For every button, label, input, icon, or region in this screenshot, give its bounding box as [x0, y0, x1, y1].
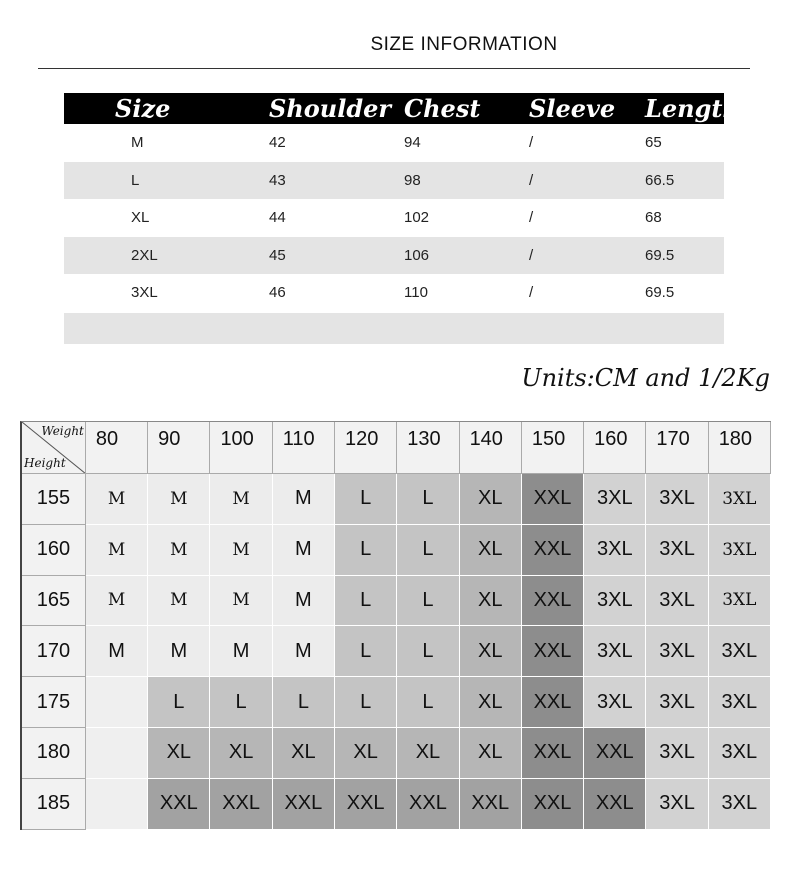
weight-header-cell: 130: [397, 422, 459, 474]
size-cell: M: [86, 525, 148, 576]
size-cell: XXL: [522, 728, 584, 779]
size-cell: L: [210, 677, 272, 728]
cell-sleeve: /: [529, 246, 534, 264]
cell-chest: 98: [404, 171, 421, 189]
grid-row: [22, 474, 771, 525]
weight-header-cell: 120: [335, 422, 397, 474]
cell-size: M: [131, 134, 144, 152]
size-recommendation-grid: [20, 421, 771, 830]
size-cell: 3XL: [709, 626, 771, 677]
size-cell: XXL: [522, 779, 584, 830]
grid-row: [22, 576, 771, 627]
weight-header-cell: 140: [460, 422, 522, 474]
size-cell: XL: [460, 626, 522, 677]
cell-size: XL: [131, 209, 150, 227]
weight-header-cell: 90: [148, 422, 210, 474]
weight-header-cell: 80: [86, 422, 148, 474]
cell-chest: 94: [404, 134, 421, 152]
size-cell: XXL: [273, 779, 335, 830]
height-cell: 180: [22, 728, 86, 779]
cell-length: 65: [645, 134, 662, 152]
size-cell: M: [148, 626, 210, 677]
table-row: [64, 274, 724, 312]
size-cell: 3XL: [709, 525, 771, 576]
size-cell: XXL: [148, 779, 210, 830]
size-cell: 3XL: [646, 525, 708, 576]
size-cell: L: [335, 576, 397, 627]
size-cell: XXL: [522, 626, 584, 677]
height-cell: 165: [22, 576, 86, 627]
height-cell: 185: [22, 779, 86, 830]
size-cell: 3XL: [709, 576, 771, 627]
size-cell: 3XL: [646, 728, 708, 779]
size-cell: XL: [148, 728, 210, 779]
grid-corner: [22, 422, 86, 474]
size-cell: XXL: [584, 779, 646, 830]
header-chest: Chest: [404, 94, 481, 123]
weight-header-cell: 180: [709, 422, 771, 474]
size-cell: M: [210, 525, 272, 576]
size-cell: M: [210, 474, 272, 525]
table-row: [64, 237, 724, 275]
size-cell: XL: [273, 728, 335, 779]
corner-weight-label: Weight: [41, 424, 84, 438]
cell-shoulder: 46: [269, 284, 286, 302]
size-cell: 3XL: [584, 474, 646, 525]
size-cell: XL: [210, 728, 272, 779]
size-cell: M: [273, 474, 335, 525]
cell-length: 66.5: [645, 171, 675, 189]
height-cell: 160: [22, 525, 86, 576]
table-row: [64, 199, 724, 237]
height-cell: 175: [22, 677, 86, 728]
cell-size: 3XL: [131, 284, 158, 302]
size-cell: 3XL: [646, 626, 708, 677]
size-cell: XL: [335, 728, 397, 779]
cell-chest: 102: [404, 209, 430, 227]
size-cell: XL: [460, 576, 522, 627]
size-cell: 3XL: [584, 525, 646, 576]
size-cell: L: [397, 626, 459, 677]
size-cell: [86, 677, 148, 728]
size-cell: L: [335, 677, 397, 728]
cell-size: 2XL: [131, 246, 158, 264]
size-cell: XXL: [522, 576, 584, 627]
page-title: SIZE INFORMATION: [370, 34, 558, 55]
title-divider: [38, 68, 750, 69]
size-cell: XXL: [460, 779, 522, 830]
size-cell: 3XL: [709, 474, 771, 525]
size-cell: XXL: [210, 779, 272, 830]
weight-header-cell: 110: [273, 422, 335, 474]
weight-header-cell: 150: [522, 422, 584, 474]
size-cell: XXL: [522, 474, 584, 525]
cell-sleeve: /: [529, 209, 534, 227]
grid-row: [22, 626, 771, 677]
size-cell: 3XL: [646, 474, 708, 525]
header-size: Size: [115, 94, 171, 123]
size-cell: 3XL: [646, 677, 708, 728]
weight-header-cell: 100: [210, 422, 272, 474]
cell-chest: 106: [404, 246, 430, 264]
size-cell: XL: [460, 728, 522, 779]
size-cell: XL: [397, 728, 459, 779]
size-cell: XL: [460, 474, 522, 525]
cell-sleeve: /: [529, 284, 534, 302]
cell-shoulder: 45: [269, 246, 286, 264]
size-table-empty-row: [64, 313, 724, 344]
size-cell: L: [335, 474, 397, 525]
size-cell: M: [86, 474, 148, 525]
size-cell: XXL: [522, 677, 584, 728]
size-cell: 3XL: [646, 779, 708, 830]
header-shoulder: Shoulder: [269, 94, 392, 123]
size-cell: M: [210, 576, 272, 627]
size-cell: L: [397, 474, 459, 525]
size-cell: XXL: [397, 779, 459, 830]
size-cell: L: [397, 576, 459, 627]
size-cell: L: [397, 677, 459, 728]
size-cell: M: [86, 626, 148, 677]
cell-sleeve: /: [529, 134, 534, 152]
grid-row: [22, 525, 771, 576]
size-cell: M: [273, 525, 335, 576]
cell-shoulder: 43: [269, 171, 286, 189]
size-cell: M: [148, 576, 210, 627]
size-cell: L: [273, 677, 335, 728]
header-sleeve: Sleeve: [529, 94, 616, 123]
size-info-table: [64, 93, 740, 344]
cell-length: 69.5: [645, 284, 675, 302]
size-cell: XXL: [522, 525, 584, 576]
cell-sleeve: /: [529, 171, 534, 189]
size-cell: XL: [460, 525, 522, 576]
size-cell: M: [148, 474, 210, 525]
corner-height-label: Height: [24, 456, 66, 470]
size-cell: 3XL: [584, 626, 646, 677]
height-cell: 155: [22, 474, 86, 525]
cell-shoulder: 44: [269, 209, 286, 227]
size-cell: XXL: [335, 779, 397, 830]
grid-row: [22, 728, 771, 779]
cell-size: L: [131, 171, 140, 189]
table-row: [64, 124, 724, 162]
size-cell: [86, 779, 148, 830]
size-cell: 3XL: [584, 576, 646, 627]
cell-length: 69.5: [645, 246, 675, 264]
size-cell: M: [148, 525, 210, 576]
size-table-body: [64, 124, 724, 312]
grid-row: [22, 779, 771, 830]
size-cell: 3XL: [584, 677, 646, 728]
size-cell: 3XL: [646, 576, 708, 627]
size-cell: L: [335, 626, 397, 677]
size-cell: L: [148, 677, 210, 728]
size-cell: 3XL: [709, 728, 771, 779]
size-table-header: [64, 93, 740, 124]
grid-body: [22, 474, 771, 830]
cell-length: 68: [645, 209, 662, 227]
size-cell: XXL: [584, 728, 646, 779]
cell-chest: 110: [404, 284, 428, 302]
weight-header-cell: 170: [646, 422, 708, 474]
size-cell: M: [210, 626, 272, 677]
size-cell: L: [397, 525, 459, 576]
header-length: Length: [645, 94, 740, 123]
size-cell: XL: [460, 677, 522, 728]
units-note: Units:CM and 1/2Kg: [521, 364, 770, 392]
size-cell: M: [273, 576, 335, 627]
size-cell: 3XL: [709, 779, 771, 830]
size-cell: M: [273, 626, 335, 677]
size-cell: 3XL: [709, 677, 771, 728]
grid-header-row: [22, 422, 771, 474]
table-row: [64, 162, 724, 200]
size-cell: [86, 728, 148, 779]
grid-row: [22, 677, 771, 728]
height-cell: 170: [22, 626, 86, 677]
size-cell: M: [86, 576, 148, 627]
cell-shoulder: 42: [269, 134, 286, 152]
size-cell: L: [335, 525, 397, 576]
weight-header-cell: 160: [584, 422, 646, 474]
